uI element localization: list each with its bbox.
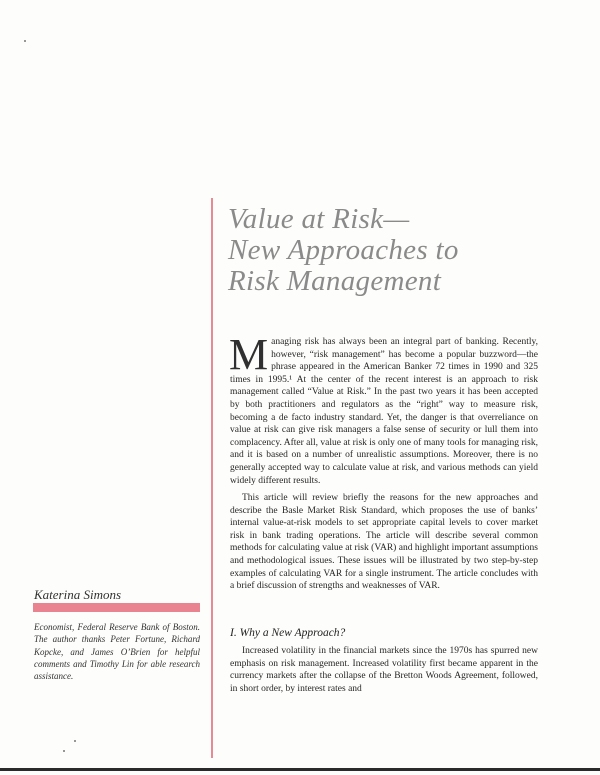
page-bottom-rule	[0, 768, 600, 771]
section-paragraph: Increased volatility in the financial markets since the 1970s has spurred new emphasis on risk management. Increased volatility first became apparent in the currency markets after the collapse of the Bretton Woods Agreement, followed, in short order, by interest rates and	[230, 646, 538, 694]
scan-speck	[63, 750, 65, 752]
title-line: New Approaches to	[228, 234, 459, 266]
overview-paragraph: This article will review briefly the reasons for the new approaches and describe the Basle Market Risk Standard, which proposes the use of banks’ internal value-at-risk models to set appropriate capital levels to cover market risk in bank trading operations. The article will describe several common methods for calculating value at risk (VAR) and highlight important assumptions and methodological issues. These issues will be illustrated by two step-by-step examples of calculating VAR for a single instrument. The article concludes with a brief discussion of strengths and weaknesses of VAR.	[230, 493, 538, 592]
article-title	[228, 204, 528, 297]
author-note: Economist, Federal Reserve Bank of Boston. The author thanks Peter Fortune, Richard Kopcke, and James O’Brien for helpful comments and Timothy Lin for able research assistance.	[34, 622, 200, 682]
author-name: Katerina Simons	[34, 587, 122, 602]
margin-rule	[211, 198, 213, 758]
drop-cap: M	[229, 330, 269, 379]
author-accent-bar	[33, 603, 200, 612]
intro-text: anaging risk has always been an integral part of banking. Recently, however, “risk management” has become a popular buzzword—the phrase appeared in the American Banker 72 times in 1990 and 325 times in 1995.¹ At the center of the recent interest is an approach to risk management called “Value at Risk.” In the past two years it has been accepted by both practitioners and regulators as the “right” way to measure risk, becoming a de facto industry standard. Yet, the danger is that overreliance on value at risk can give risk managers a false sense of security or lull them into complacency. After all, value at risk is only one of many tools for managing risk, and it is based on a number of unrealistic assumptions. Moreover, there is no generally accepted way to calculate value at risk, and various methods can yield widely different results.	[230, 337, 538, 486]
title-line: Value at Risk—	[228, 203, 410, 235]
title-line: Risk Management	[228, 265, 442, 297]
section-heading: I. Why a New Approach?	[230, 627, 346, 639]
scan-speck	[24, 40, 26, 42]
scan-speck	[74, 740, 76, 742]
intro-paragraph	[229, 330, 538, 487]
